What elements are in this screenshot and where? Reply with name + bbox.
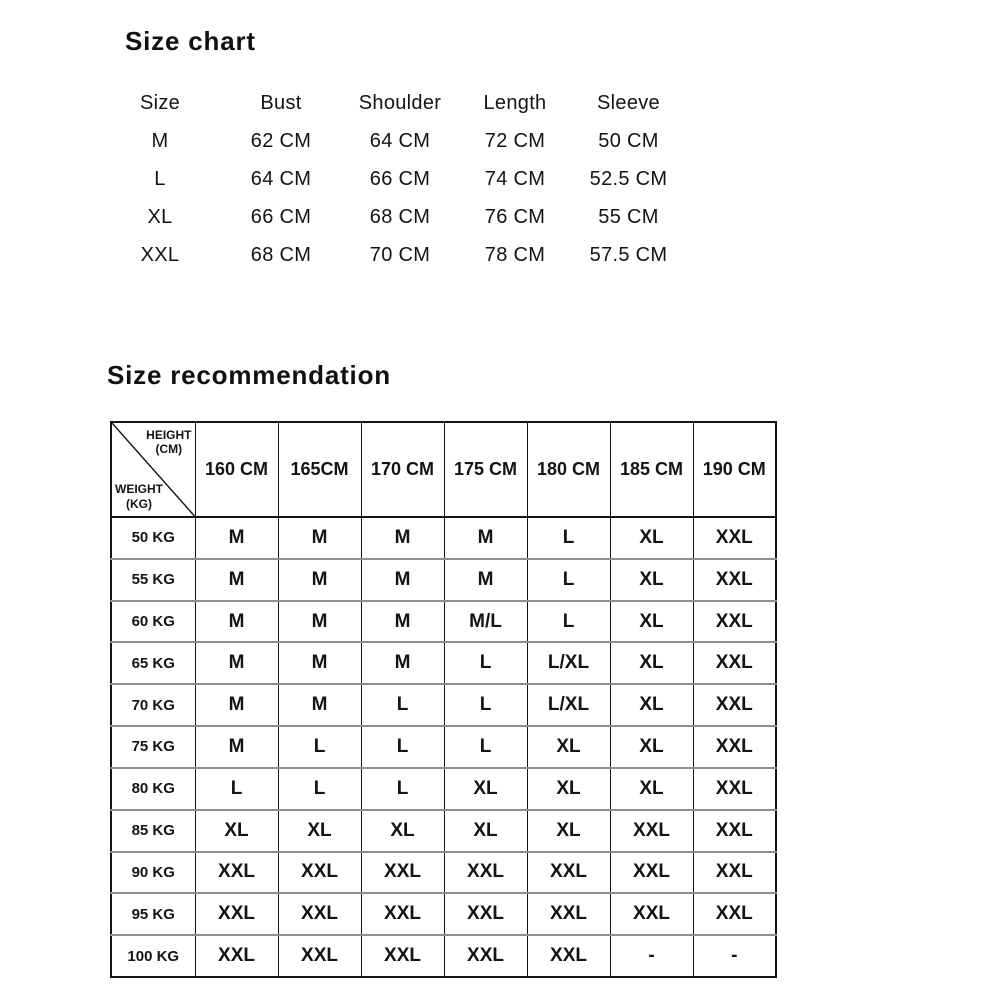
weight-row	[111, 852, 776, 894]
size-chart-cell: 76 CM	[484, 205, 546, 228]
size-cell: XXL	[693, 768, 776, 810]
size-cell: L	[361, 684, 444, 726]
size-chart-cell: XL	[147, 205, 173, 228]
size-cell: XL	[527, 768, 610, 810]
size-cell: -	[610, 935, 693, 977]
size-cell: XL	[444, 810, 527, 852]
size-cell: M	[361, 517, 444, 559]
size-chart-cell: 64 CM	[250, 167, 312, 190]
size-cell: L	[444, 684, 527, 726]
size-cell: XXL	[278, 893, 361, 935]
size-cell: XL	[610, 768, 693, 810]
size-chart-cell: 62 CM	[250, 129, 312, 152]
size-chart-cell: 78 CM	[484, 243, 546, 266]
height-column-header: 165CM	[278, 422, 361, 517]
size-cell: XXL	[693, 684, 776, 726]
size-cell: L	[195, 768, 278, 810]
size-cell: XXL	[610, 810, 693, 852]
height-column-header: 160 CM	[195, 422, 278, 517]
size-cell: XL	[610, 684, 693, 726]
size-cell: M	[361, 601, 444, 643]
weight-label: 65 KG	[111, 642, 195, 684]
size-cell: XXL	[693, 517, 776, 559]
size-chart-cell: 74 CM	[484, 167, 546, 190]
size-cell: XL	[610, 601, 693, 643]
weight-label: 55 KG	[111, 559, 195, 601]
size-cell: XXL	[361, 935, 444, 977]
weight-row	[111, 935, 776, 977]
size-chart-table	[100, 84, 685, 274]
weight-row	[111, 726, 776, 768]
size-cell: XXL	[444, 852, 527, 894]
size-cell: L	[278, 768, 361, 810]
size-cell: XL	[610, 559, 693, 601]
size-cell: L	[444, 642, 527, 684]
height-column-header: 180 CM	[527, 422, 610, 517]
corner-weight-label: WEIGHT (KG)	[115, 482, 163, 511]
weight-label: 75 KG	[111, 726, 195, 768]
size-cell: XL	[527, 726, 610, 768]
corner-height-label: HEIGHT (CM)	[146, 428, 192, 457]
weight-label: 90 KG	[111, 852, 195, 894]
size-cell: M	[278, 684, 361, 726]
weight-row	[111, 642, 776, 684]
size-cell: XXL	[278, 935, 361, 977]
weight-label: 50 KG	[111, 517, 195, 559]
weight-label: 60 KG	[111, 601, 195, 643]
height-column-header: 190 CM	[693, 422, 776, 517]
size-cell: XL	[527, 810, 610, 852]
size-cell: M	[444, 517, 527, 559]
size-cell: XXL	[693, 726, 776, 768]
size-cell: XXL	[693, 893, 776, 935]
height-column-header: 175 CM	[444, 422, 527, 517]
size-cell: M	[195, 517, 278, 559]
size-cell: L	[278, 726, 361, 768]
size-recommendation-table	[110, 421, 777, 978]
size-chart-header-bust: Bust	[260, 91, 302, 114]
size-chart-cell: 68 CM	[250, 243, 312, 266]
size-cell: M	[278, 559, 361, 601]
size-cell: M	[195, 726, 278, 768]
size-chart-cell: 52.5 CM	[589, 167, 668, 190]
size-cell: M	[195, 642, 278, 684]
size-chart-header-sleeve: Sleeve	[597, 91, 660, 114]
size-cell: XXL	[278, 852, 361, 894]
size-chart-header-length: Length	[483, 91, 547, 114]
size-cell: XL	[361, 810, 444, 852]
size-cell: M	[278, 601, 361, 643]
size-cell: XXL	[527, 852, 610, 894]
size-cell: XL	[610, 726, 693, 768]
size-cell: XXL	[693, 852, 776, 894]
weight-row	[111, 517, 776, 559]
size-cell: XL	[610, 642, 693, 684]
weight-label: 70 KG	[111, 684, 195, 726]
size-cell: XXL	[195, 935, 278, 977]
size-chart-cell: 57.5 CM	[589, 243, 668, 266]
size-cell: M	[278, 642, 361, 684]
weight-row	[111, 559, 776, 601]
size-cell: XXL	[195, 852, 278, 894]
size-cell: L	[527, 559, 610, 601]
size-cell: L	[361, 726, 444, 768]
size-cell: L/XL	[527, 642, 610, 684]
size-chart-cell: 55 CM	[598, 205, 659, 228]
size-cell: XXL	[527, 935, 610, 977]
size-cell: XXL	[693, 601, 776, 643]
size-cell: XL	[444, 768, 527, 810]
size-chart-cell: 70 CM	[369, 243, 431, 266]
size-recommendation-title: Size recommendation	[107, 360, 391, 390]
size-chart-cell: XXL	[140, 243, 180, 266]
size-chart-header-size: Size	[139, 91, 181, 114]
height-weight-corner-cell	[111, 422, 195, 517]
size-cell: XXL	[361, 852, 444, 894]
size-cell: M	[444, 559, 527, 601]
size-chart-cell: L	[154, 167, 166, 190]
size-chart-cell: 64 CM	[369, 129, 431, 152]
weight-label: 80 KG	[111, 768, 195, 810]
size-cell: XL	[278, 810, 361, 852]
size-chart-cell: 68 CM	[369, 205, 431, 228]
size-cell: L	[444, 726, 527, 768]
height-column-header: 185 CM	[610, 422, 693, 517]
size-cell: XXL	[444, 935, 527, 977]
size-cell: XXL	[693, 810, 776, 852]
weight-row	[111, 893, 776, 935]
size-chart-cell: 72 CM	[484, 129, 546, 152]
size-chart-cell: M	[151, 129, 169, 152]
size-chart-title: Size chart	[125, 26, 256, 56]
size-cell: XL	[610, 517, 693, 559]
size-cell: M	[278, 517, 361, 559]
size-cell: L/XL	[527, 684, 610, 726]
size-cell: XXL	[444, 893, 527, 935]
size-chart-cell: 50 CM	[598, 129, 659, 152]
size-chart-header-shoulder: Shoulder	[358, 91, 442, 114]
weight-label: 95 KG	[111, 893, 195, 935]
size-cell: XXL	[361, 893, 444, 935]
size-cell: XXL	[693, 642, 776, 684]
size-cell: M	[195, 601, 278, 643]
size-cell: XXL	[527, 893, 610, 935]
size-cell: M	[361, 559, 444, 601]
size-chart-cell: 66 CM	[250, 205, 312, 228]
size-cell: L	[527, 517, 610, 559]
size-cell: M	[195, 559, 278, 601]
size-cell: XXL	[610, 893, 693, 935]
size-cell: XXL	[693, 559, 776, 601]
size-cell: XXL	[195, 893, 278, 935]
size-cell: M/L	[444, 601, 527, 643]
size-cell: M	[361, 642, 444, 684]
size-cell: XL	[195, 810, 278, 852]
weight-label: 85 KG	[111, 810, 195, 852]
weight-row	[111, 768, 776, 810]
weight-row	[111, 601, 776, 643]
weight-label: 100 KG	[111, 935, 195, 977]
weight-row	[111, 684, 776, 726]
weight-row	[111, 810, 776, 852]
size-cell: L	[361, 768, 444, 810]
size-cell: XXL	[610, 852, 693, 894]
size-cell: M	[195, 684, 278, 726]
height-column-header: 170 CM	[361, 422, 444, 517]
size-chart-cell: 66 CM	[369, 167, 431, 190]
height-header-row	[111, 422, 776, 517]
size-cell: L	[527, 601, 610, 643]
size-cell: -	[693, 935, 776, 977]
